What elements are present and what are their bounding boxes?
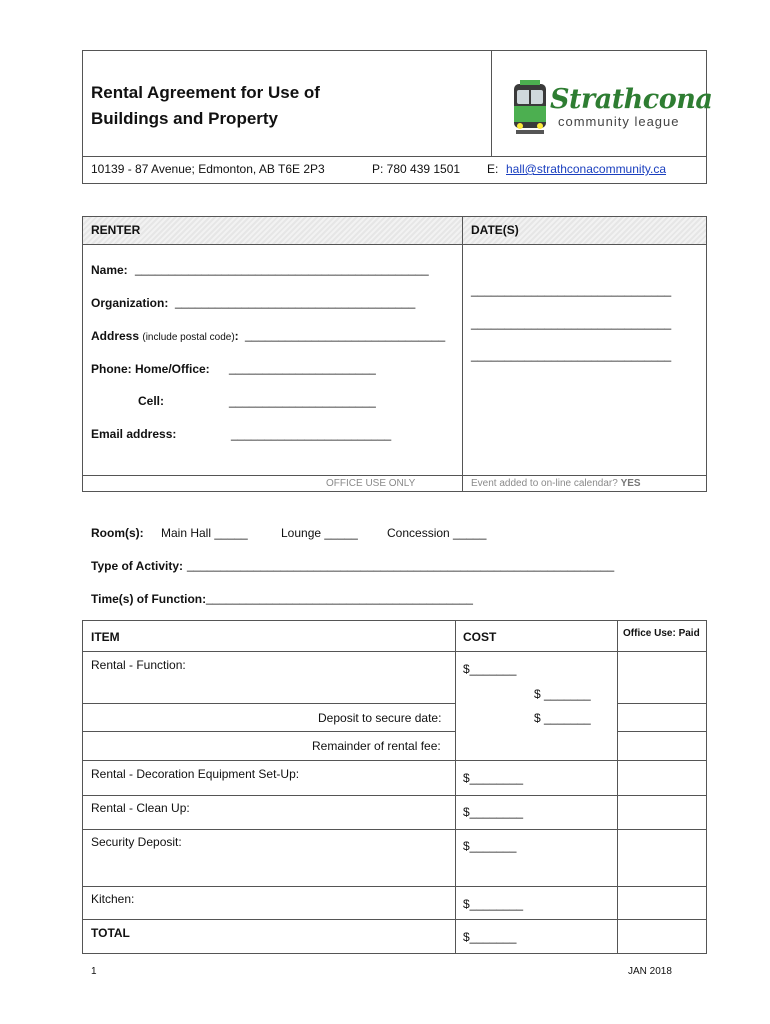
room-lounge[interactable]: Lounge _____ [281, 526, 358, 540]
logo-subtitle: community league [558, 114, 680, 129]
room-concession[interactable]: Concession _____ [387, 526, 487, 540]
form-title-line1: Rental Agreement for Use of [91, 83, 320, 102]
header-rule [82, 156, 707, 157]
office-column [617, 620, 707, 954]
rental-function-label: Rental - Function: [91, 658, 186, 672]
rooms-label: Room(s): [91, 526, 144, 540]
date-field-1[interactable]: ______________________________ [471, 283, 672, 297]
calendar-question [471, 478, 641, 489]
header-divider [491, 50, 492, 156]
item-header: ITEM [91, 630, 120, 644]
address-note: (include postal code) [142, 332, 235, 343]
page-number: 1 [91, 966, 97, 977]
decoration-label: Rental - Decoration Equipment Set-Up: [91, 767, 300, 781]
calendar-question-text: Event added to on-line calendar? [471, 478, 618, 489]
security-deposit-cost[interactable]: $_______ [463, 839, 517, 853]
activity-field[interactable]: ________________________________________________________________ [187, 558, 615, 572]
deposit-label: Deposit to secure date: [318, 711, 442, 725]
row-rule-cleanup [82, 829, 707, 830]
office-rule-1 [617, 703, 707, 704]
phone-label: Phone: Home/Office: [91, 362, 210, 376]
date-field-3[interactable]: ______________________________ [471, 348, 672, 362]
calendar-yes[interactable]: YES [620, 478, 641, 489]
row-rule-security [82, 886, 707, 887]
address-label-group [91, 329, 239, 343]
phone-field[interactable]: ______________________ [229, 361, 376, 375]
logo [510, 80, 713, 136]
cost-divider [455, 620, 456, 954]
org-email-link[interactable]: hall@strathconacommunity.ca [506, 162, 667, 176]
row-rule-kitchen [82, 919, 707, 920]
org-address: 10139 - 87 Avenue; Edmonton, AB T6E 2P3 [91, 162, 325, 176]
decoration-cost[interactable]: $________ [463, 771, 524, 785]
address-label: Address [91, 329, 140, 343]
name-label: Name: [91, 263, 128, 277]
logo-name: Strathcona [550, 84, 713, 115]
security-deposit-label: Security Deposit: [91, 835, 182, 849]
organization-label: Organization: [91, 296, 169, 310]
office-rule [82, 475, 707, 476]
room-main-hall[interactable]: Main Hall _____ [161, 526, 248, 540]
kitchen-cost[interactable]: $________ [463, 897, 524, 911]
address-field[interactable]: ______________________________ [245, 328, 446, 342]
cleanup-label: Rental - Clean Up: [91, 801, 190, 815]
row-rule-header [82, 651, 707, 652]
organization-field[interactable]: ____________________________________ [175, 295, 416, 309]
kitchen-label: Kitchen: [91, 892, 135, 906]
org-email-prefix: E: [487, 162, 499, 176]
date-field-2[interactable]: ______________________________ [471, 316, 672, 330]
form-title-line2: Buildings and Property [91, 109, 279, 128]
streetcar-icon [510, 80, 550, 136]
time-label: Time(s) of Function: [91, 592, 207, 606]
renter-header-rule [82, 244, 707, 245]
office-rule-2 [617, 731, 707, 732]
name-field[interactable]: ____________________________________________ [135, 262, 429, 276]
renter-header: RENTER [91, 223, 141, 237]
row-rule-decoration [82, 795, 707, 796]
row-rule-func [82, 703, 455, 704]
office-use-only-label: OFFICE USE ONLY [326, 478, 416, 489]
rental-function-cost[interactable]: $_______ [463, 662, 517, 676]
time-field[interactable]: ________________________________________ [206, 591, 473, 605]
rental-subtotal-cost[interactable]: $ _______ [534, 687, 591, 701]
cell-field[interactable]: ______________________ [229, 394, 376, 408]
address-colon: : [234, 329, 239, 343]
dates-header: DATE(S) [471, 223, 519, 237]
revision-date: JAN 2018 [628, 966, 672, 977]
total-label: TOTAL [91, 926, 130, 940]
office-paid-header: Office Use: Paid [623, 628, 700, 639]
total-cost[interactable]: $_______ [463, 930, 517, 944]
row-rule-deposit [82, 731, 455, 732]
email-label: Email address: [91, 427, 177, 441]
cost-header: COST [463, 630, 497, 644]
cleanup-cost[interactable]: $________ [463, 805, 524, 819]
row-rule-remainder [82, 760, 707, 761]
email-field[interactable]: ________________________ [231, 427, 392, 441]
org-phone: P: 780 439 1501 [372, 162, 461, 176]
deposit-cost[interactable]: $ _______ [534, 711, 591, 725]
cell-label: Cell: [138, 394, 165, 408]
activity-label: Type of Activity: [91, 559, 184, 573]
renter-divider [462, 216, 463, 492]
remainder-label: Remainder of rental fee: [312, 739, 441, 753]
